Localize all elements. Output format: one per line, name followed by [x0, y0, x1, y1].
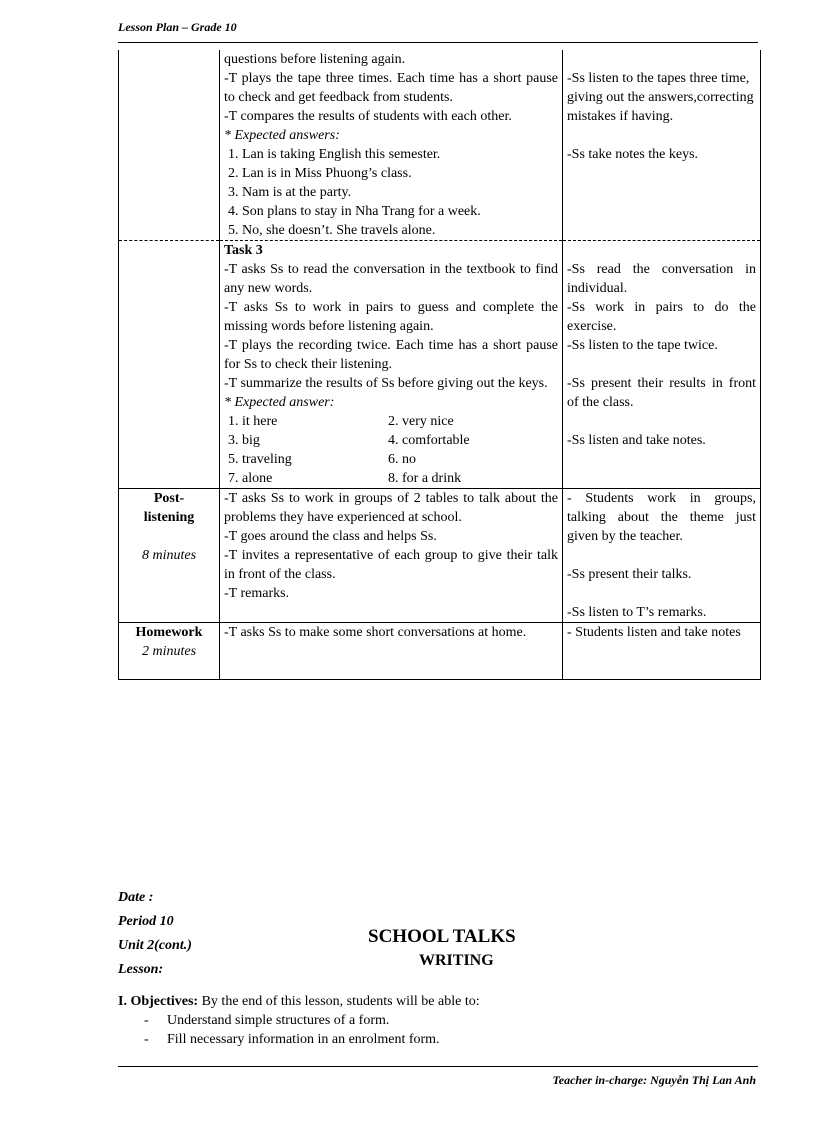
students-line: -Ss take notes the keys.	[567, 147, 699, 162]
stage-time: 2 minutes	[141, 644, 197, 659]
task2-teacher-cell	[220, 50, 563, 241]
stage-cell	[119, 489, 220, 623]
students-line: - Students work in groups, talking about the theme just given by the teacher.	[567, 491, 756, 544]
expected-answers-label: * Expected answers:	[224, 128, 340, 143]
stage-label: Homework	[135, 625, 203, 640]
answer-line: 1. Lan is taking English this semester.	[228, 147, 441, 162]
stage-label: Post-listening	[143, 491, 195, 525]
task3-teacher-line: -T asks Ss to work in pairs to guess and complete the missing words before listening again.	[224, 300, 558, 334]
expected-answer-label: * Expected answer:	[224, 395, 335, 410]
students-line: -Ss present their results in front of the class.	[567, 376, 756, 410]
students-line: -Ss read the conversation in individual.	[567, 262, 756, 296]
answer-item: 6. no	[388, 452, 416, 467]
date-label: Date :	[118, 890, 154, 905]
post-students-cell	[563, 489, 761, 623]
task2-teacher-line: questions before listening again.	[224, 52, 406, 67]
task2-students-cell	[563, 50, 761, 241]
task3-students-cell	[563, 241, 761, 489]
lesson-title: SCHOOL TALKS	[368, 926, 516, 947]
task3-title: Task 3	[224, 243, 263, 258]
header-rule	[118, 42, 758, 43]
next-lesson-header	[118, 886, 758, 982]
page-header: Lesson Plan – Grade 10	[118, 20, 237, 34]
students-line: -Ss listen to the tape twice.	[567, 338, 718, 353]
objectives-label: I. Objectives:	[118, 994, 199, 1009]
post-teacher-line: -T invites a representative of each group to give their talk in front of the class.	[224, 548, 558, 582]
lesson-label: Lesson:	[118, 962, 164, 977]
table-row-task3	[119, 241, 761, 489]
answer-item: 1. it here	[228, 414, 278, 429]
unit-label: Unit 2(cont.)	[118, 938, 192, 953]
answer-item: 4. comfortable	[388, 433, 470, 448]
list-item: - Understand simple structures of a form.	[118, 1011, 758, 1030]
homework-students-cell: - Students listen and take notes	[563, 623, 761, 680]
answer-item: 7. alone	[228, 471, 273, 486]
task3-teacher-cell	[220, 241, 563, 489]
students-line: -Ss listen to T’s remarks.	[567, 605, 707, 620]
task3-teacher-line: -T asks Ss to read the conversation in the textbook to find any new words.	[224, 262, 558, 296]
lesson-table	[118, 50, 761, 680]
task3-teacher-line: -T summarize the results of Ss before giving out the keys.	[224, 376, 548, 391]
list-item: - Fill necessary information in an enrolment form.	[118, 1030, 758, 1049]
objectives-list	[118, 1011, 758, 1049]
post-teacher-cell	[220, 489, 563, 623]
students-line: -Ss work in pairs to do the exercise.	[567, 300, 756, 334]
table-row-task2	[119, 50, 761, 241]
table-row-post-listening	[119, 489, 761, 623]
students-line: -Ss present their talks.	[567, 567, 692, 582]
answer-item: 3. big	[228, 433, 260, 448]
footer-rule	[118, 1066, 758, 1067]
post-teacher-line: -T remarks.	[224, 586, 290, 601]
period-label: Period 10	[118, 914, 174, 929]
task2-teacher-line: -T compares the results of students with each other.	[224, 109, 512, 124]
answer-line: 5. No, she doesn’t. She travels alone.	[228, 223, 436, 238]
post-teacher-line: -T asks Ss to work in groups of 2 tables to talk about the problems they have experienced at school.	[224, 491, 558, 525]
task2-teacher-line: -T plays the tape three times. Each time has a short pause to check and get feedback from students.	[224, 71, 558, 105]
objectives-section	[118, 992, 758, 1049]
footer-teacher: Teacher in-charge: Nguyễn Thị Lan Anh	[552, 1073, 756, 1087]
answer-line: 2. Lan is in Miss Phuong’s class.	[228, 166, 412, 181]
students-line: -Ss listen and take notes.	[567, 433, 706, 448]
post-teacher-line: -T goes around the class and helps Ss.	[224, 529, 437, 544]
table-row-homework	[119, 623, 761, 680]
answer-line: 3. Nam is at the party.	[228, 185, 352, 200]
answer-item: 2. very nice	[388, 414, 454, 429]
answer-item: 8. for a drink	[388, 471, 462, 486]
lesson-subtitle: WRITING	[419, 952, 494, 969]
stage-cell	[119, 623, 220, 680]
task3-answers-grid	[224, 412, 558, 488]
answer-item: 5. traveling	[228, 452, 292, 467]
students-line: -Ss listen to the tapes three time, giving out the answers,correcting mistakes if having.	[567, 71, 754, 124]
task3-teacher-line: -T plays the recording twice. Each time has a short pause for Ss to check their listening.	[224, 338, 558, 372]
answer-line: 4. Son plans to stay in Nha Trang for a week.	[228, 204, 481, 219]
homework-teacher-cell: -T asks Ss to make some short conversations at home.	[220, 623, 563, 680]
stage-time: 8 minutes	[141, 548, 197, 563]
objectives-intro	[118, 992, 758, 1011]
objectives-intro-text: By the end of this lesson, students will be able to:	[198, 994, 480, 1009]
